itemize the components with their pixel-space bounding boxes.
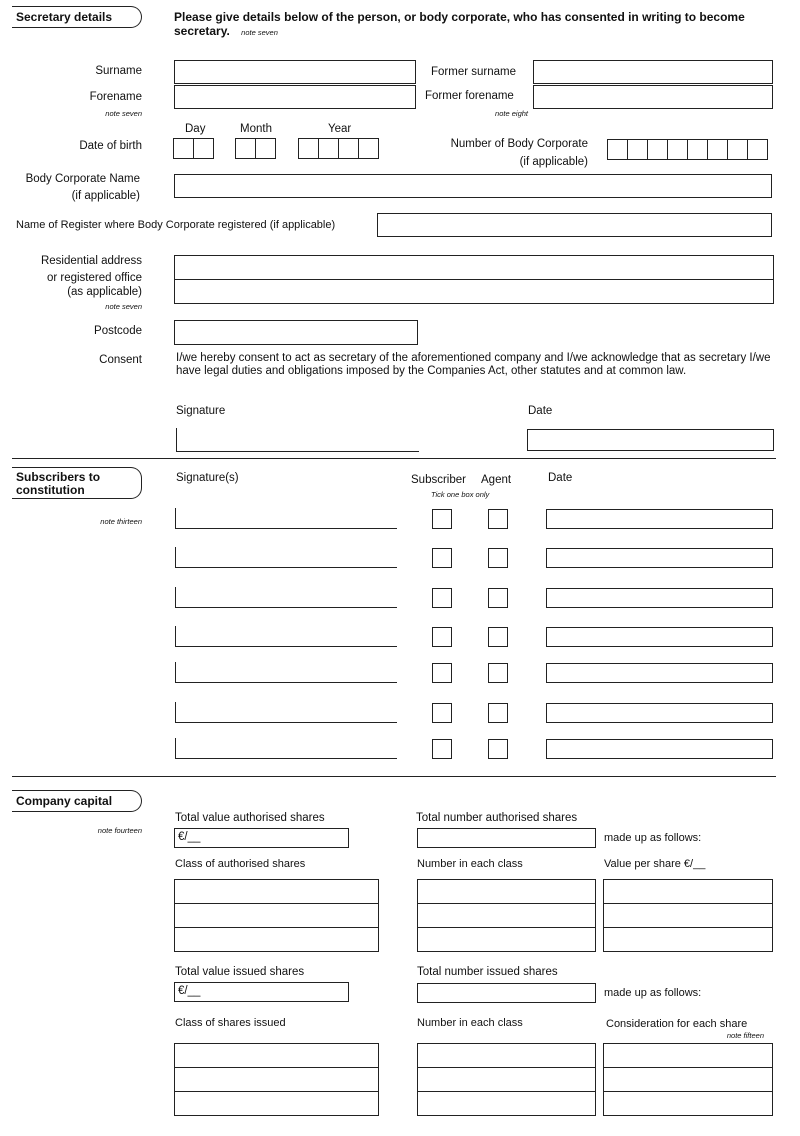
agent-checkbox[interactable]: [488, 703, 508, 723]
subscriber-signature-line[interactable]: [175, 626, 397, 647]
value-per-share-cell[interactable]: [603, 879, 773, 904]
total-number-authorised-field[interactable]: [417, 828, 596, 848]
consent-text: I/we hereby consent to act as secretary of the aforementioned company and I/we acknowledge that as secretary I/we have legal duties and obligations imposed by the Companies Act, other statutes and at common law.: [176, 352, 771, 377]
body-corp-digit[interactable]: [667, 139, 688, 160]
dob-label: Date of birth: [79, 140, 142, 152]
body-corp-digit[interactable]: [707, 139, 728, 160]
total-value-authorised-label: Total value authorised shares: [175, 812, 325, 824]
consent-date-field[interactable]: [527, 429, 774, 451]
num-body-corp-sublabel: (if applicable): [519, 156, 588, 168]
value-per-share-label: Value per share €/__: [604, 858, 706, 870]
number-issued-cell[interactable]: [417, 1091, 596, 1116]
body-corp-digit[interactable]: [687, 139, 708, 160]
number-authorised-cell[interactable]: [417, 903, 596, 928]
subscriber-signature-line[interactable]: [175, 508, 397, 529]
class-authorised-cell[interactable]: [174, 927, 379, 952]
secretary-details-tab: Secretary details: [12, 6, 142, 28]
address-label-1: Residential address: [40, 255, 142, 267]
euro-prefix: €/__: [178, 985, 201, 997]
former-forename-note: note eight: [495, 109, 528, 118]
address-line-2[interactable]: [174, 279, 774, 304]
consent-date-label: Date: [528, 405, 553, 417]
agent-checkbox[interactable]: [488, 548, 508, 568]
subscriber-signature-line[interactable]: [175, 738, 397, 759]
dob-year-digit[interactable]: [318, 138, 339, 159]
subscribers-tab: Subscribers to constitution: [12, 467, 142, 499]
made-up-label-1: made up as follows:: [604, 832, 702, 844]
body-corp-digit[interactable]: [747, 139, 768, 160]
dob-month-digit[interactable]: [235, 138, 256, 159]
total-number-issued-field[interactable]: [417, 983, 596, 1003]
subscribers-note: note thirteen: [100, 517, 142, 526]
subscriber-date-field[interactable]: [546, 739, 773, 759]
subscriber-date-field[interactable]: [546, 627, 773, 647]
agent-checkbox[interactable]: [488, 663, 508, 683]
agent-checkbox[interactable]: [488, 739, 508, 759]
section-divider: [12, 458, 776, 459]
dob-year-digit[interactable]: [338, 138, 359, 159]
euro-prefix: €/__: [178, 831, 201, 843]
subscriber-header: Subscriber: [411, 474, 466, 486]
address-note: note seven: [105, 302, 142, 311]
body-corp-digit[interactable]: [607, 139, 628, 160]
subscriber-checkbox[interactable]: [432, 663, 452, 683]
total-value-authorised-field[interactable]: [174, 828, 349, 848]
consideration-cell[interactable]: [603, 1067, 773, 1092]
number-each-class-label-1: Number in each class: [417, 858, 523, 870]
secretary-intro: [174, 10, 774, 40]
subscriber-signature-line[interactable]: [175, 662, 397, 683]
tick-note: Tick one box only: [431, 490, 490, 499]
surname-field[interactable]: [174, 60, 416, 84]
num-body-corp-label: Number of Body Corporate: [450, 138, 588, 150]
subscriber-signature-line[interactable]: [175, 547, 397, 568]
class-authorised-label: Class of authorised shares: [175, 858, 306, 870]
number-authorised-cell[interactable]: [417, 879, 596, 904]
address-label-2: or registered office: [46, 272, 142, 284]
register-label: Name of Register where Body Corporate registered (if applicable): [16, 219, 336, 231]
class-issued-cell[interactable]: [174, 1091, 379, 1116]
made-up-label-2: made up as follows:: [604, 987, 702, 999]
section-divider: [12, 776, 776, 777]
former-forename-label: Former forename: [425, 90, 514, 102]
secretary-intro-note: note seven: [241, 28, 278, 37]
address-label-3: (as applicable): [67, 286, 142, 298]
number-issued-cell[interactable]: [417, 1067, 596, 1092]
agent-checkbox[interactable]: [488, 509, 508, 529]
consideration-note: note fifteen: [726, 1031, 764, 1040]
agent-header: Agent: [481, 474, 512, 486]
day-label: Day: [185, 123, 206, 135]
address-line-1[interactable]: [174, 255, 774, 280]
secretary-intro-text: Please give details below of the person, or body corporate, who has consented in writing to become secretary.: [174, 10, 745, 38]
consent-signature-line[interactable]: [176, 428, 419, 452]
class-issued-cell[interactable]: [174, 1043, 379, 1068]
postcode-label: Postcode: [94, 325, 142, 337]
value-per-share-cell[interactable]: [603, 903, 773, 928]
consideration-cell[interactable]: [603, 1043, 773, 1068]
subscriber-date-field[interactable]: [546, 663, 773, 683]
signatures-header: Signature(s): [176, 472, 239, 484]
capital-note: note fourteen: [97, 826, 142, 835]
consideration-cell[interactable]: [603, 1091, 773, 1116]
consideration-label: Consideration for each share: [606, 1018, 748, 1030]
body-corp-name-label: Body Corporate Name: [25, 173, 140, 185]
month-label: Month: [240, 123, 272, 135]
value-per-share-cell[interactable]: [603, 927, 773, 952]
class-authorised-cell[interactable]: [174, 903, 379, 928]
dob-month-digit[interactable]: [255, 138, 276, 159]
surname-label: Surname: [95, 65, 142, 77]
subscriber-checkbox[interactable]: [432, 588, 452, 608]
agent-checkbox[interactable]: [488, 627, 508, 647]
class-issued-cell[interactable]: [174, 1067, 379, 1092]
former-surname-field[interactable]: [533, 60, 773, 84]
subscriber-signature-line[interactable]: [175, 587, 397, 608]
body-corp-name-field[interactable]: [174, 174, 772, 198]
year-label: Year: [328, 123, 352, 135]
number-each-class-label-2: Number in each class: [417, 1017, 523, 1029]
number-authorised-cell[interactable]: [417, 927, 596, 952]
consent-label: Consent: [99, 354, 142, 366]
forename-note: note seven: [105, 109, 142, 118]
subscriber-checkbox[interactable]: [432, 548, 452, 568]
forename-label: Forename: [89, 91, 142, 103]
subscriber-date-field[interactable]: [546, 509, 773, 529]
subscriber-date-header: Date: [548, 472, 573, 484]
dob-year-digit[interactable]: [358, 138, 379, 159]
register-field[interactable]: [377, 213, 772, 237]
body-corp-digit[interactable]: [727, 139, 748, 160]
subscriber-date-field[interactable]: [546, 588, 773, 608]
total-number-issued-label: Total number issued shares: [417, 966, 558, 978]
number-issued-cell[interactable]: [417, 1043, 596, 1068]
former-surname-label: Former surname: [431, 66, 516, 78]
subscriber-date-field[interactable]: [546, 703, 773, 723]
body-corp-digit[interactable]: [627, 139, 648, 160]
body-corp-name-sublabel: (if applicable): [71, 190, 140, 202]
subscriber-checkbox[interactable]: [432, 703, 452, 723]
class-issued-label: Class of shares issued: [175, 1017, 286, 1029]
subscriber-date-field[interactable]: [546, 548, 773, 568]
total-value-issued-label: Total value issued shares: [175, 966, 305, 978]
subscriber-checkbox[interactable]: [432, 509, 452, 529]
agent-checkbox[interactable]: [488, 588, 508, 608]
former-forename-field[interactable]: [533, 85, 773, 109]
dob-day-digit[interactable]: [193, 138, 214, 159]
postcode-field[interactable]: [174, 320, 418, 345]
dob-year-digit[interactable]: [298, 138, 319, 159]
class-authorised-cell[interactable]: [174, 879, 379, 904]
subscriber-checkbox[interactable]: [432, 739, 452, 759]
subscriber-checkbox[interactable]: [432, 627, 452, 647]
body-corp-digit[interactable]: [647, 139, 668, 160]
consent-signature-label: Signature: [176, 405, 226, 417]
dob-day-digit[interactable]: [173, 138, 194, 159]
forename-field[interactable]: [174, 85, 416, 109]
total-number-authorised-label: Total number authorised shares: [416, 812, 578, 824]
total-value-issued-field[interactable]: [174, 982, 349, 1002]
company-capital-tab: Company capital: [12, 790, 142, 812]
subscriber-signature-line[interactable]: [175, 702, 397, 723]
